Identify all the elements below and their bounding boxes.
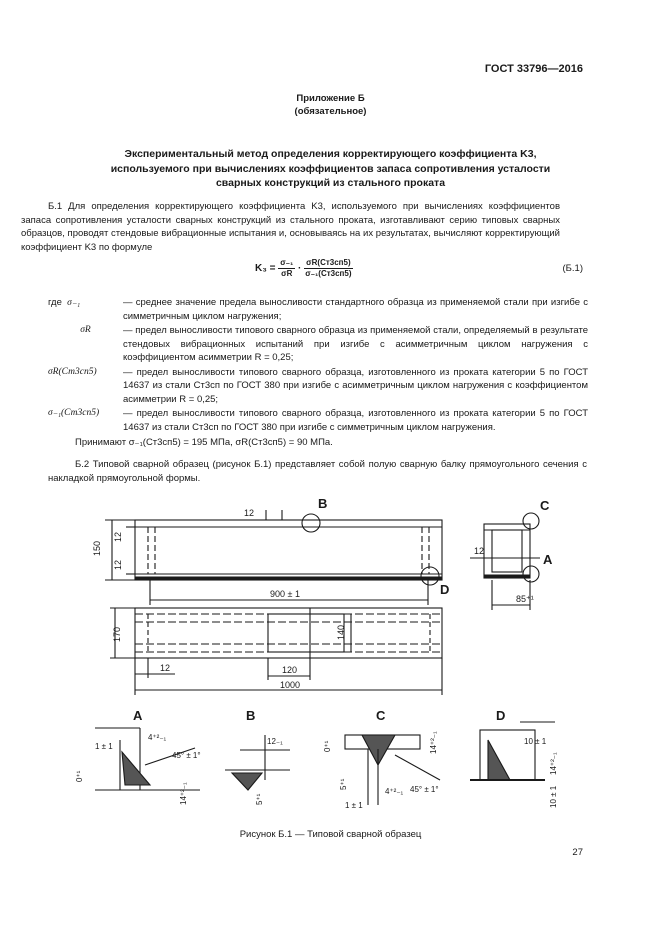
paragraph-b2: Б.2 Типовой сварной образец (рисунок Б.1) представляет собой полую сварную балку прямоугольного сечения с накладкой прямоугольной формы. [48, 459, 587, 484]
section-title-line3: сварных конструкций из стального проката [215, 177, 446, 189]
dim-label: 12 [244, 508, 255, 518]
section-view [484, 524, 530, 578]
standard-header: ГОСТ 33796—2016 [484, 63, 583, 75]
appendix-title: Приложение Б [296, 93, 365, 104]
dim-label: 4⁺²₋₁ [385, 787, 404, 796]
definition-row [48, 296, 588, 323]
dim-label: 14⁺²₋₁ [549, 752, 558, 775]
definitions-list [48, 296, 588, 435]
dim-label: 1 ± 1 [345, 801, 363, 810]
specimen-drawing [0, 490, 661, 820]
dim-label: 900 ± 1 [270, 589, 300, 599]
dim-label: 12₋₁ [267, 737, 283, 746]
definition-row [48, 324, 588, 365]
dim-label: 170 [112, 626, 122, 642]
dim-label: 14⁺²₋₁ [429, 731, 438, 754]
dim-label: 1000 [280, 680, 301, 690]
callout-circle-c [523, 513, 539, 529]
section-cavity [492, 530, 522, 572]
detail-label-a: A [133, 708, 143, 723]
definition-symbol: σ₋₁ [67, 298, 81, 308]
dim-label: 5⁺¹ [339, 778, 348, 790]
detail-label-c: C [376, 708, 386, 723]
fraction-1 [278, 258, 295, 279]
definition-text: — среднее значение предела выносливости стандартного образца из применяемой стали при изгибе с симметричным циклом нагружения; [123, 297, 588, 322]
dim-label: 120 [282, 665, 298, 675]
front-view-body [135, 520, 442, 580]
definition-row [48, 366, 588, 407]
callout-label-c: C [540, 498, 550, 513]
formula-dot: · [298, 263, 302, 275]
callout-label-b: B [318, 496, 328, 511]
dim-label: 4⁺²₋₁ [148, 733, 167, 742]
fraction-1-num: σ₋₁ [280, 258, 294, 267]
definition-text: — предел выносливости типового сварного образца из применяемой стали, определяемый в результате стендовых вибрационных испытаний при изгибе с асимметричным циклом нагружения с коэффициентом асимметрии R = 0,25; [123, 325, 588, 363]
dim-label: 12 [474, 546, 485, 556]
fraction-1-den: σR [281, 269, 293, 278]
dim-label: 1 ± 1 [95, 742, 113, 751]
definition-row [48, 407, 588, 434]
definition-symbol: σ₋₁(Ст3сп5) [48, 408, 100, 418]
plate-overlay [268, 614, 344, 652]
where-label: где [48, 297, 62, 308]
callout-label-d: D [440, 582, 450, 597]
definition-symbol: σR [80, 325, 91, 335]
section-title-line1: Экспериментальный метод определения корректирующего коэффициента K3, [124, 148, 537, 160]
dim-label: 10 ± 1 [524, 737, 547, 746]
formula [255, 258, 353, 279]
dim-label: 14⁺²₋₁ [179, 782, 188, 805]
formula-number: (Б.1) [562, 263, 583, 274]
fraction-2 [304, 258, 352, 279]
detail-label-b: B [246, 708, 256, 723]
dim-label: 45° ± 1° [172, 751, 201, 760]
dim-label: 12 [113, 559, 123, 570]
detail-d-drawing [470, 722, 555, 780]
dim-label: 12 [160, 663, 171, 673]
dim-label: 10 ± 1 [549, 785, 558, 808]
accepted-values: Принимают σ₋₁(Ст3сп5) = 195 МПа, σR(Ст3сп5) = 90 МПа. [75, 437, 333, 448]
dim-label: 85⁺¹ [516, 594, 534, 604]
dim-label: 140 [336, 624, 346, 640]
definition-text: — предел выносливости типового сварного образца, изготовленного из проката категории 5 по ГОСТ 14637 из стали Ст3сп по ГОСТ 380 при изгибе с симметричным циклом нагружения. [123, 408, 588, 433]
dim-label: 0⁺¹ [75, 770, 84, 782]
definition-text: — предел выносливости типового сварного образца, изготовленного из проката категории 5 по ГОСТ 14637 из стали Ст3сп по ГОСТ 380 при изгибе с асимметричным циклом нагружения с коэффициентом асимметрии R = 0,25; [123, 366, 588, 405]
dim-label: 0⁺¹ [323, 740, 332, 752]
paragraph-b1: Б.1 Для определения корректирующего коэффициента K3, используемого при вычислениях коэффициентов запаса сопротивления усталости сварных конструкций из стального проката, изготавливают серию типовых сварных образцов, проводят стендовые вибрационные испытания и, основываясь на их результатах, вычисляют корректирующий коэффициент K3 по формуле [21, 201, 560, 253]
section-title-line2: используемого при вычислениях коэффициентов запаса сопротивления усталости [110, 163, 551, 175]
definition-symbol: σR(Ст3сп5) [48, 366, 97, 377]
figure-caption: Рисунок Б.1 — Типовой сварной образец [239, 829, 422, 840]
callout-circle-b [302, 514, 320, 532]
detail-label-d: D [496, 708, 506, 723]
page-number: 27 [572, 847, 583, 858]
callout-circle-d [421, 567, 439, 585]
fraction-2-den: σ₋₁(Ст3сп5) [305, 269, 352, 278]
dim-label: 5⁺¹ [255, 793, 264, 805]
dim-label: 12 [113, 531, 123, 542]
appendix-subtitle: (обязательное) [294, 106, 367, 117]
callout-circle-a [523, 566, 539, 582]
fraction-2-num: σR(Ст3сп5) [306, 258, 351, 267]
top-view-body [135, 608, 442, 658]
formula-lhs: K₃ = [255, 263, 276, 275]
callout-label-a: A [543, 552, 553, 567]
dim-label: 150 [92, 540, 102, 556]
dim-label: 45° ± 1° [410, 785, 439, 794]
